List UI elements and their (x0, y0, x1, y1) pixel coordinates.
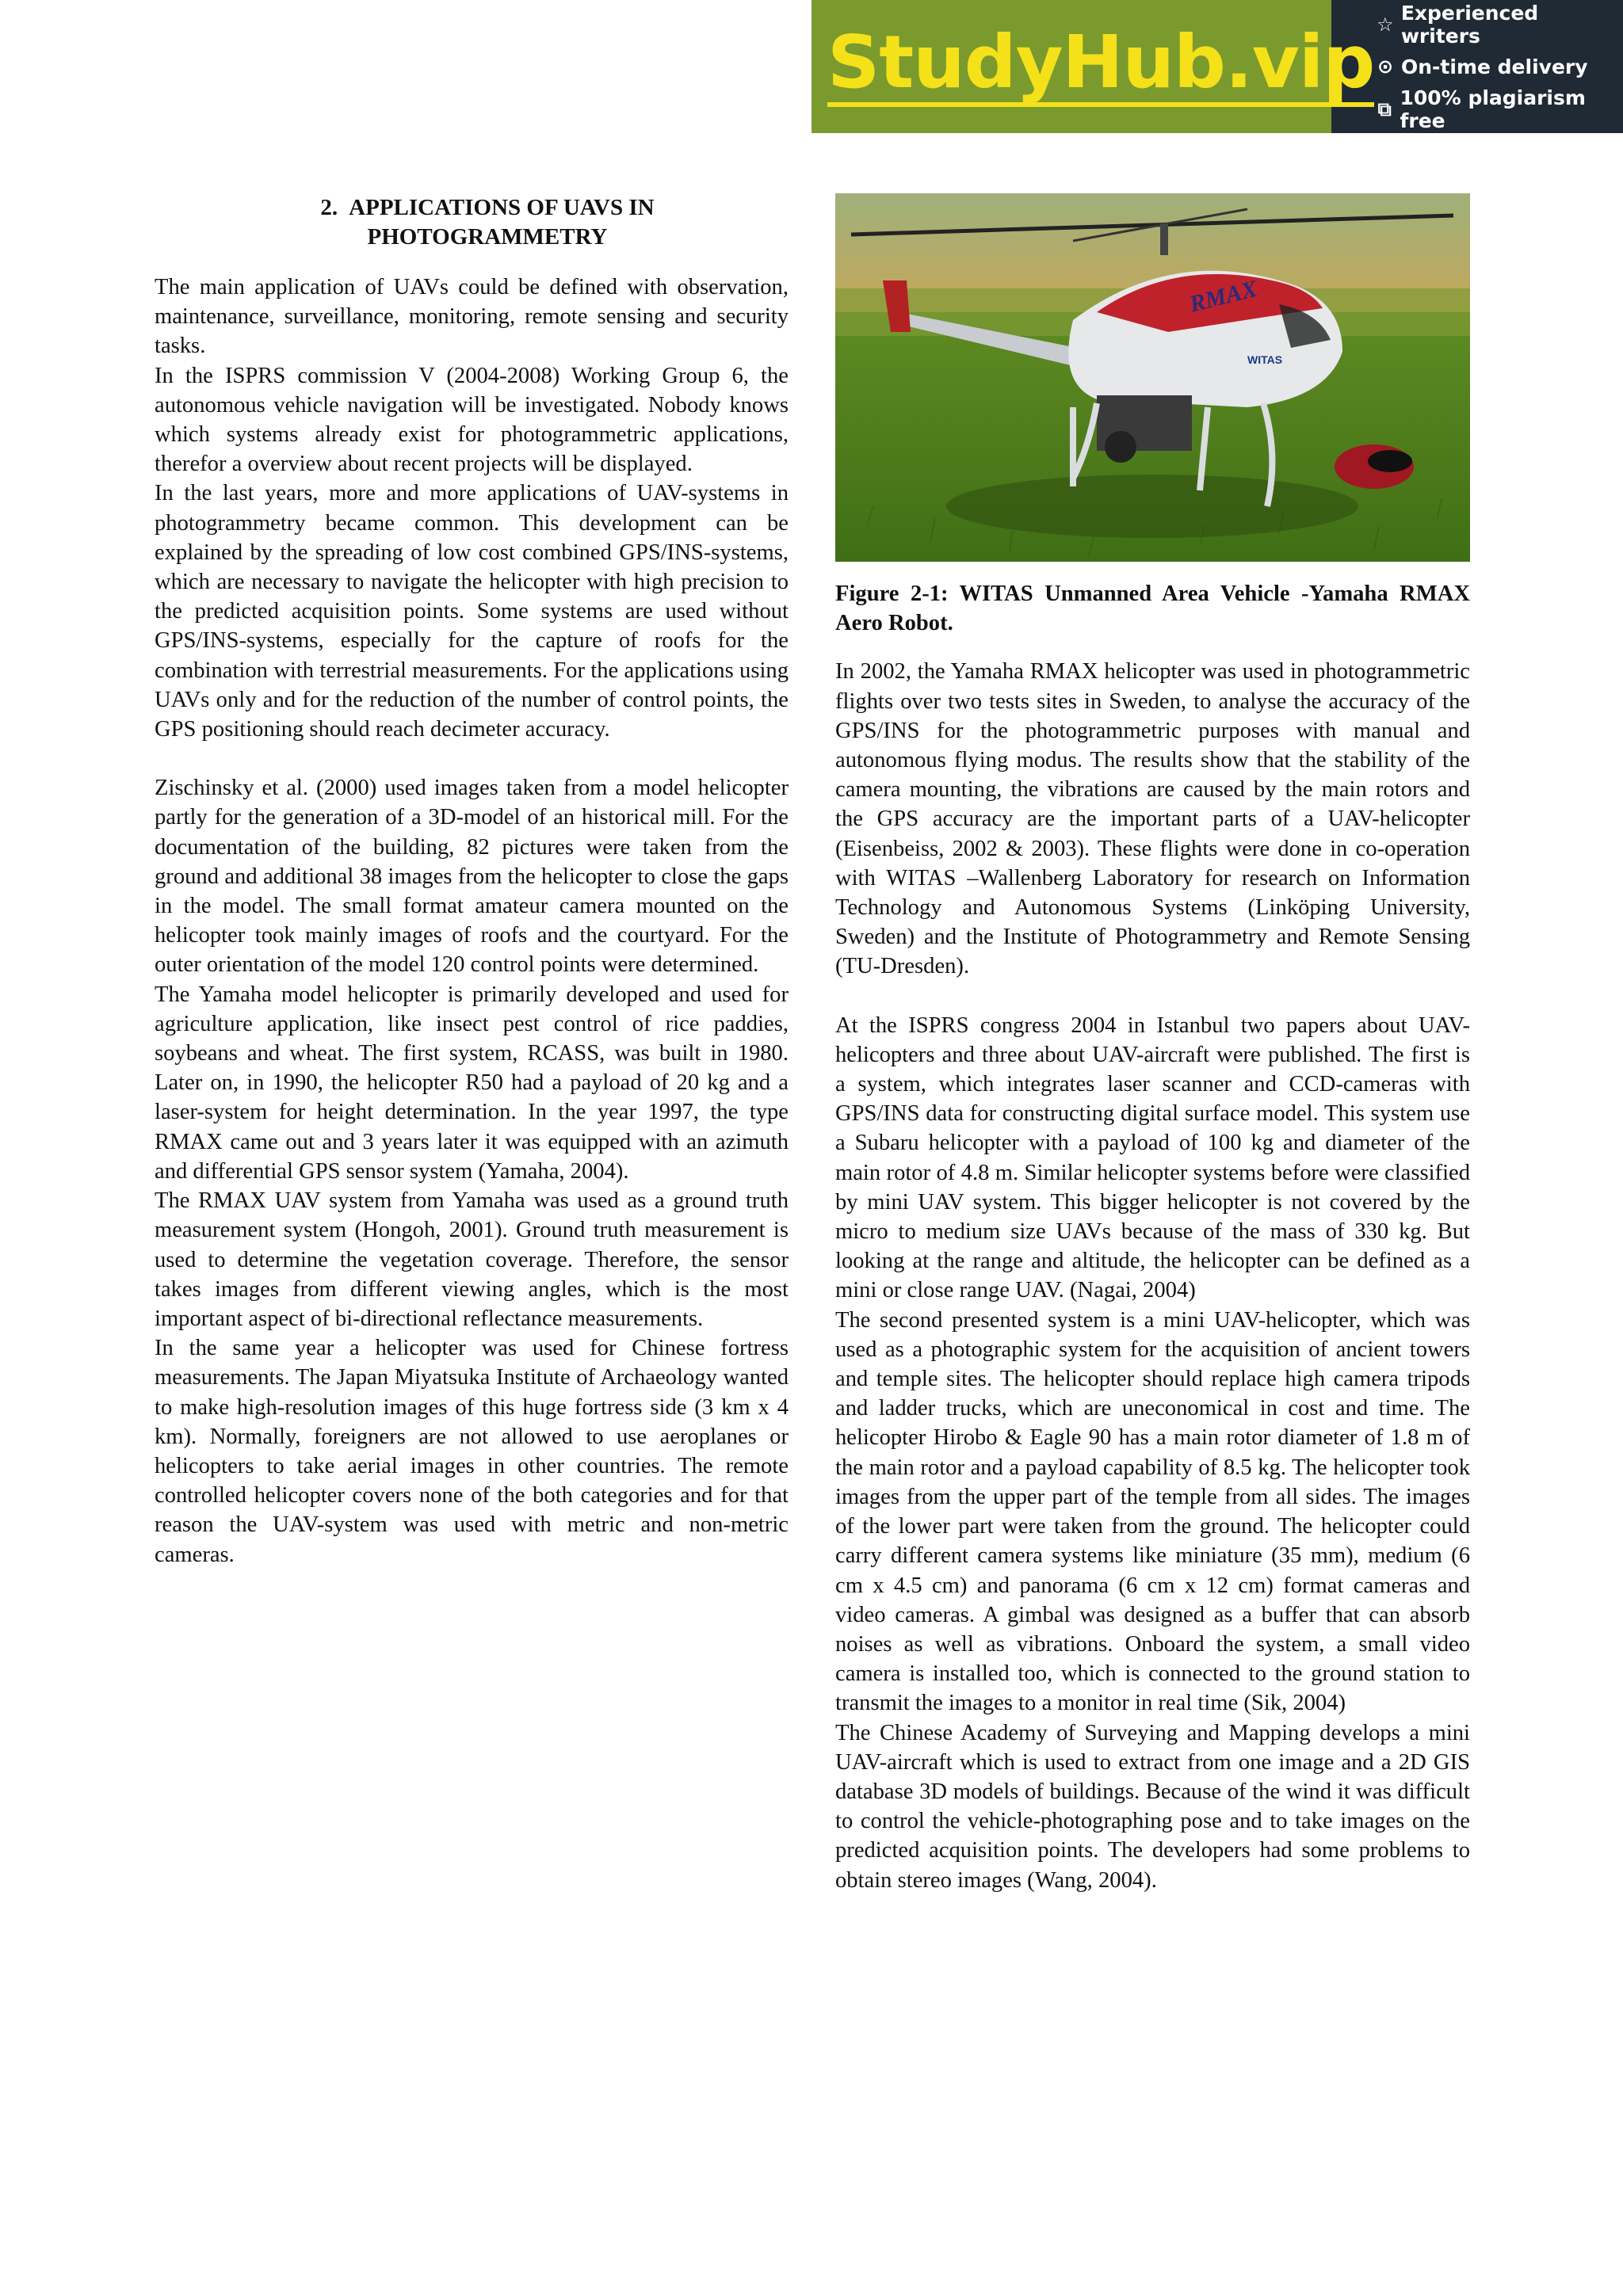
studyhub-logo[interactable] (812, 0, 1375, 133)
feature-label: Experienced writers (1400, 1, 1539, 48)
section-title-line2: PHOTOGRAMMETRY (367, 224, 608, 250)
heli-label: RMAX (1186, 275, 1260, 318)
banner-features (1331, 0, 1623, 133)
paragraph: In 2002, the Yamaha RMAX helicopter was used in photogrammetric flights over two tests sites in Sweden, to analyse the accuracy of the GPS/INS for the photogrammetric purposes with manual and autonomous flying modus. The results show that the stability of the camera mounting, the vibrations are caused by the main rotors and the GPS accuracy are the important parts of a UAV-helicopter (Eisenbeiss, 2002 & 2003). These flights were done in co-operation with WITAS –Wallenberg Laboratory for research on Information Technology and Autonomous Systems (Linköping University, Sweden) and the Institute of Photogrammetry and Remote Sensing (TU-Dresden). (835, 659, 1470, 979)
studyhub-banner[interactable] (812, 0, 1623, 133)
section-title-line1: APPLICATIONS OF UAVS IN (349, 195, 655, 220)
paragraph: In the last years, more and more applications of UAV-systems in photogrammetry became common. This development can be explained by the spreading of low cost combined GPS/INS-systems, which are necessary to navigate the helicopter with high precision to the predicted acquisition points. Some systems are used without GPS/INS-systems, especially for the capture of roofs for the combination with terrestrial measurements. For the applications using UAVs only and for the reduction of the number of control points, the GPS positioning should reach decimeter accuracy. (155, 481, 789, 742)
paragraph: The RMAX UAV system from Yamaha was used as a ground truth measurement system (Hongoh, 2001). Ground truth measurement is used to determine the vegetation coverage. Therefore, the sensor takes images from different viewing angles, which is the most important aspect of bi-directional reflectance measurements. (155, 1188, 789, 1331)
paragraph: The main application of UAVs could be defined with observation, maintenance, surveillance, monitoring, remote sensing and security tasks. (155, 275, 789, 359)
paragraph: In the same year a helicopter was used for Chinese fortress measurements. The Japan Miyatsuka Institute of Archaeology wanted to make high-resolution images of this huge fortress side (3 km x 4 km). Normally, foreigners are not allowed to use aeroplanes or helicopters to take aerial images in other countries. The remote controlled helicopter covers none of the both categories and for that reason the UAV-system was used with metric and non-metric cameras. (155, 1336, 789, 1567)
right-column (835, 193, 1470, 1895)
clock-icon: ⊙ (1377, 55, 1394, 78)
figure-caption: Figure 2-1: WITAS Unmanned Area Vehicle -Yamaha RMAX Aero Robot. (835, 582, 1470, 636)
section-heading (155, 193, 789, 252)
document-check-icon: ⧉ (1377, 97, 1392, 120)
paragraph: The Chinese Academy of Surveying and Mapping develops a mini UAV-aircraft which is used to extract from one image and a 2D GIS database 3D models of buildings. Because of the wind it was difficult to control the vehicle-photographing pose and to take images on the predicted acquisition points. The developers had some problems to obtain stereo images (Wang, 2004). (835, 1720, 1470, 1893)
paragraph: At the ISPRS congress 2004 in Istanbul two papers about UAV-helicopters and three about UAV-aircraft were published. The first is a system, which integrates laser scanner and CCD-cameras with GPS/INS data for constructing digital surface model. This system use a Subaru helicopter with a payload of 100 kg and diameter of the main rotor of 4.8 m. Similar helicopter systems before were classified by mini UAV system. This bigger helicopter is not covered by the micro to medium size UAVs because of the mass of 330 kg. But looking at the range and altitude, the helicopter can be defined as a mini or close range UAV. (Nagai, 2004) (835, 1013, 1470, 1303)
logo-text: StudyHub.vip (827, 26, 1374, 107)
helicopter-photo (835, 193, 1470, 562)
section-heading-line1 (186, 193, 789, 223)
paragraph: Zischinsky et al. (2000) used images taken from a model helicopter partly for the generation of a 3D-model of an historical mill. For the documentation of the building, 82 pictures were taken from the ground and additional 38 images from the helicopter to close the gaps in the model. The small format amateur camera mounted on the helicopter took mainly images of roofs and the courtyard. For the outer orientation of the model 120 control points were determined. (155, 776, 789, 978)
feature-delivery (1376, 55, 1623, 78)
section-number: 2. (320, 195, 338, 220)
helicopter-illustration (835, 193, 1470, 562)
star-icon: ☆ (1377, 13, 1394, 36)
feature-label: On-time delivery (1401, 55, 1588, 78)
paragraph: The second presented system is a mini UAV-helicopter, which was used as a photographic system for the acquisition of ancient towers and temple sites. The helicopter should replace high camera tripods and ladder trucks, which are uneconomical in cost and time. The helicopter Hirobo & Eagle 90 has a main rotor diameter of 1.8 m of the main rotor and a payload capability of 8.5 kg. The helicopter took images from the upper part of the temple from all sides. The images of the lower part were taken from the ground. The helicopter could carry different camera systems like miniature (35 mm), medium (6 cm x 4.5 cm) and panorama (6 cm x 12 cm) format cameras and video cameras. A gimbal was designed as a buffer that can absorb noises as well as vibrations. Onboard the system, a small video camera is installed too, which is connected to the ground station to transmit the images to a monitor in real time (Sik, 2004) (835, 1307, 1470, 1716)
feature-writers (1376, 2, 1623, 48)
paragraph: The Yamaha model helicopter is primarily developed and used for agriculture application, like insect pest control of rice paddies, soybeans and wheat. The first system, RCASS, was built in 1980. Later on, in 1990, the helicopter R50 had a payload of 20 kg and a laser-system for height determination. In the year 1997, the type RMAX came out and 3 years later it was equipped with an azimuth and differential GPS sensor system (Yamaha, 2004). (155, 982, 789, 1184)
heli-badge: WITAS (1247, 353, 1283, 366)
feature-plagiarism (1376, 86, 1623, 132)
paragraph: In the ISPRS commission V (2004-2008) Working Group 6, the autonomous vehicle navigation will be investigated. Nobody knows which systems already exist for photogrammetric applications, therefor a overview about recent projects will be displayed. (155, 363, 789, 477)
left-column (155, 193, 789, 1569)
feature-label: 100% plagiarism free (1400, 86, 1586, 132)
